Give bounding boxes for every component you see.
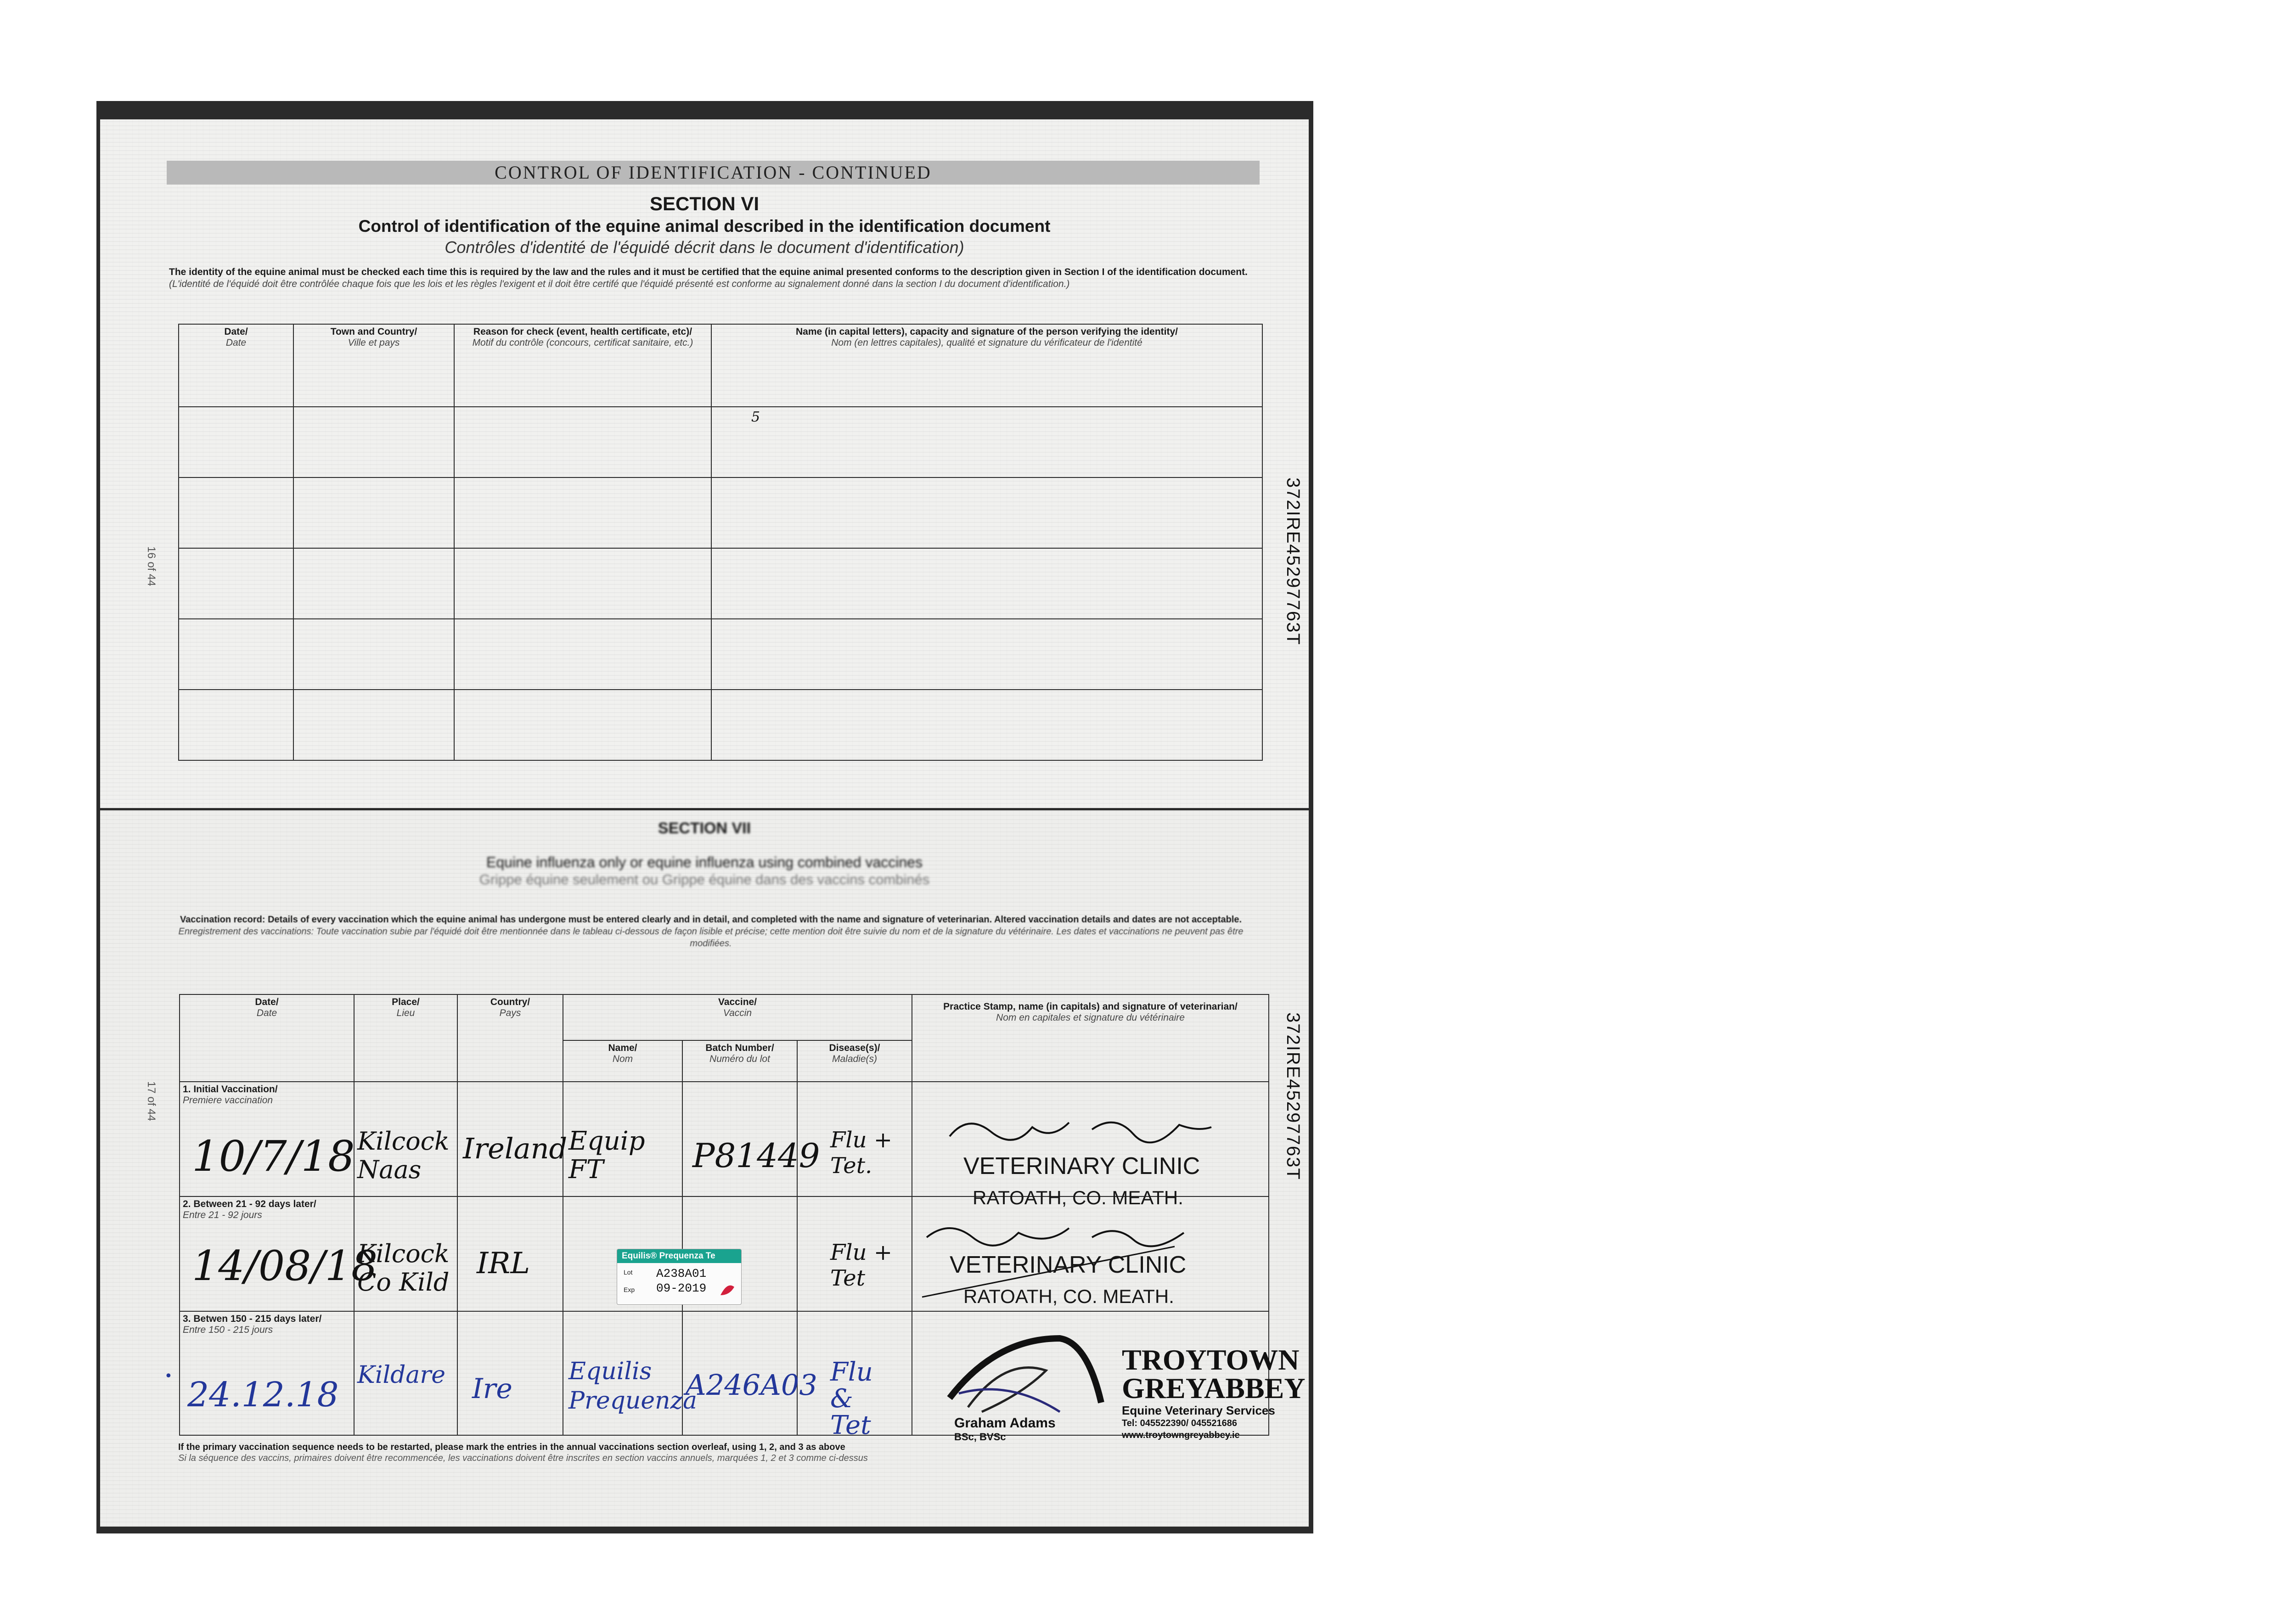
vaccination-instruction: [174, 914, 1248, 949]
sticker-exp-label: Exp: [624, 1286, 635, 1293]
row2-date: 14/08/18: [192, 1242, 378, 1290]
sticker-lot-label: Lot: [624, 1269, 633, 1276]
troytown-logo-icon: [940, 1329, 1115, 1421]
vaccine-batch-sticker: [617, 1249, 742, 1305]
sticker-logo-icon: [718, 1281, 737, 1300]
sticker-batch: A238A01: [656, 1267, 707, 1280]
row3-country: Ire: [472, 1373, 512, 1405]
vaccination-instruction-en: Vaccination record: Details of every vaccination which the equine animal has undergone must be entered clearly and in detail, and completed with the name and signature of veterinarian. Altered vaccination details and dates are not acceptable.: [180, 915, 1242, 925]
col-header-name: Name/ Nom: [563, 1040, 682, 1082]
identification-page: [100, 119, 1309, 808]
vaccination-instruction-fr: Enregistrement des vaccinations: Toute vaccination subie par l'équidé doit être mentionnée dans le tableau ci-dessous de façon lisible et précise; cette mention doit être suivie du nom et de la signature du vétérinaire. Les dates et vaccinations ne peuvent pas être modifiées.: [178, 927, 1244, 949]
row3-vaccine: Equilis Prequenza: [568, 1358, 698, 1415]
heading-fr: Contrôles d'identité de l'équidé décrit dans le document d'identification): [445, 238, 964, 257]
col-header-disease: Disease(s)/ Maladie(s): [797, 1040, 912, 1082]
page-number-16: 16 of 44: [145, 546, 158, 586]
page-number-17: 17 of 44: [145, 1081, 158, 1121]
section-title: SECTION VI: [649, 193, 760, 214]
footnote-en: If the primary vaccination sequence needs to be restarted, please mark the entries in the annual vaccinations section overleaf, using 1, 2, and 3 as above: [178, 1442, 845, 1452]
handwritten-mark: 5: [751, 409, 760, 425]
sticker-brand: Equilis® Prequenza Te: [617, 1249, 741, 1263]
heading-vii-en: Equine influenza only or equine influenza using combined vaccines: [486, 854, 923, 870]
row2-disease: Flu + Tet: [830, 1240, 893, 1291]
vet-signature-1: [940, 1109, 1216, 1150]
scanned-passport: [96, 101, 1313, 1533]
row-label-3: 3. Betwen 150 - 215 days later/ Entre 150 - 215 jours: [180, 1311, 354, 1435]
col-header-verifier: Name (in capital letters), capacity and signature of the person verifying the identity/ Nom (en lettres capitales), qualité et signature du vérificateur de l'identité: [711, 324, 1262, 407]
col-header-batch: Batch Number/ Numéro du lot: [682, 1040, 797, 1082]
identification-check-table: [178, 324, 1263, 761]
row2-country: IRL: [477, 1247, 530, 1280]
heading-en: Control of identification of the equine animal described in the identification document: [358, 217, 1051, 236]
row3-batch: A246A03: [686, 1368, 817, 1402]
instruction-en: The identity of the equine animal must be checked each time this is required by the law and the rules and it must be certified that the equine animal presented conforms to the description given in Section I of the identification document.: [169, 267, 1248, 277]
row-label-1: 1. Initial Vaccination/ Premiere vaccination: [180, 1082, 354, 1196]
row1-batch: P81449: [692, 1136, 820, 1175]
row1-date: 10/7/18: [192, 1132, 355, 1181]
row3-date: 24.12.18: [187, 1375, 339, 1415]
col-header-vaccine: Vaccine/ Vaccin: [563, 994, 912, 1040]
row3-disease: Flu & Tet: [830, 1357, 873, 1440]
col-header-practice: Practice Stamp, name (in capitals) and signature of veterinarian/ Nom en capitales et signature du vétérinaire: [912, 994, 1269, 1082]
row1-country: Ireland: [463, 1132, 568, 1165]
band-title: CONTROL OF IDENTIFICATION - CONTINUED: [167, 161, 1260, 185]
row2-place: Kilcock Co Kild: [357, 1239, 450, 1297]
row3-place: Kildare: [357, 1361, 446, 1389]
row1-place: Kilcock Naas: [357, 1127, 450, 1184]
sticker-expiry: 09-2019: [656, 1281, 707, 1295]
vaccination-page: SECTION VII Equine influenza only or equine influenza using combined vaccines Grippe équine seulement ou Grippe équine dans des vaccins combinés Vaccination record: Details of every vaccination which the equine animal has undergone must be entered clearly and in detail, and completed with the name and signature of veterinarian. Altered vaccination details and dates are not acceptable. Enregistrement des vaccinations: Toute vaccination subie par l'équidé doit être mentionnée dans le tableau ci-dessous de façon lisible et précise; cette mention doit être suivie du nom et de la signature du vétérinaire. Les dates et vaccinations ne peuvent pas être modifiées. Date/ Date Place/ Lieu Country/ Pays Vaccine/ Vaccin Practice Stamp, name (in capitals) and signature of veterinarian/ Nom en capitales et signature du vétérinaire Name/ Nom Batch Number/ Numéro du lot Disease(s)/ Maladie(s) 1. Initial Vaccination/ Premiere vaccination 2. Between 21 - 92 days later/ Entre 21 - 92 jours 3. Betwen 150 - 215 days later/ Entre 150 - 215 jours 10/7/18 Kilcock Naas Ireland Equip FT P81449 Flu + Tet. 14/08/18 Kilcock Co Kild IRL Flu + Tet Equilis® Prequenza Te Lot Exp A238A01 09-2019 24.12.18 Kildare Ire Equilis Prequenza A246A03 Flu & Tet • VETERINARY CLINIC RATOATH, CO. MEATH. VETERINARY CLINIC RATOATH, CO. MEATH. TROYTOWN GREYABBEY Equine Veterinary Services Tel: 045522390/ 045521686 www.troytowngreyabbey.ie Graham Adams BSc, BVSc If the primary vaccination sequence needs to be restarted, please mark the entries in the annual vaccinations section overleaf, using 1, 2, and 3 as above Si la séquence des vaccins, primaires doivent être recommencée, les vaccinations doivent être inscrites en section vaccins annuels, marquées 1, 2 et 3 comme ci-dessus 372IRE45297763T 17 of 44: [100, 810, 1309, 1527]
table-row: [179, 619, 293, 690]
footnote-fr: Si la séquence des vaccins, primaires doivent être recommencée, les vaccinations doivent être inscrites en section vaccins annuels, marquées 1, 2 et 3 comme ci-dessus: [178, 1453, 868, 1463]
col-header-place: Place/ Lieu: [354, 994, 457, 1082]
row-label-2: 2. Between 21 - 92 days later/ Entre 21 - 92 jours: [180, 1196, 354, 1311]
passport-number-lower: 372IRE45297763T: [1283, 1012, 1303, 1180]
col-header-country: Country/ Pays: [457, 994, 563, 1082]
heading-vii-fr: Grippe équine seulement ou Grippe équine dans des vaccins combinés: [479, 871, 930, 887]
col-header-date: Date/ Date: [179, 324, 293, 407]
instruction: [169, 266, 1262, 290]
table-row: [179, 548, 293, 619]
instruction-fr: (L'identité de l'équidé doit être contrôlée chaque fois que les lois et les règles l'exigent et il doit être certifé que l'équidé présenté est conforme au signalement donné dans la section I du document d'identification.): [169, 279, 1070, 289]
col-header-town: Town and Country/ Ville et pays: [293, 324, 454, 407]
section-title-vii: SECTION VII: [658, 820, 751, 837]
passport-number-upper: 372IRE45297763T: [1283, 477, 1303, 646]
table-row: [179, 407, 293, 477]
table-row: [179, 690, 293, 760]
col-header-reason: Reason for check (event, health certificate, etc)/ Motif du contrôle (concours, certificat sanitaire, etc.): [454, 324, 711, 407]
table-row: [179, 477, 293, 548]
col-header-date: Date/ Date: [180, 994, 354, 1082]
footnote: [178, 1442, 1280, 1464]
row1-vaccine: Equip FT: [568, 1126, 645, 1185]
row1-disease: Flu + Tet.: [830, 1127, 893, 1179]
